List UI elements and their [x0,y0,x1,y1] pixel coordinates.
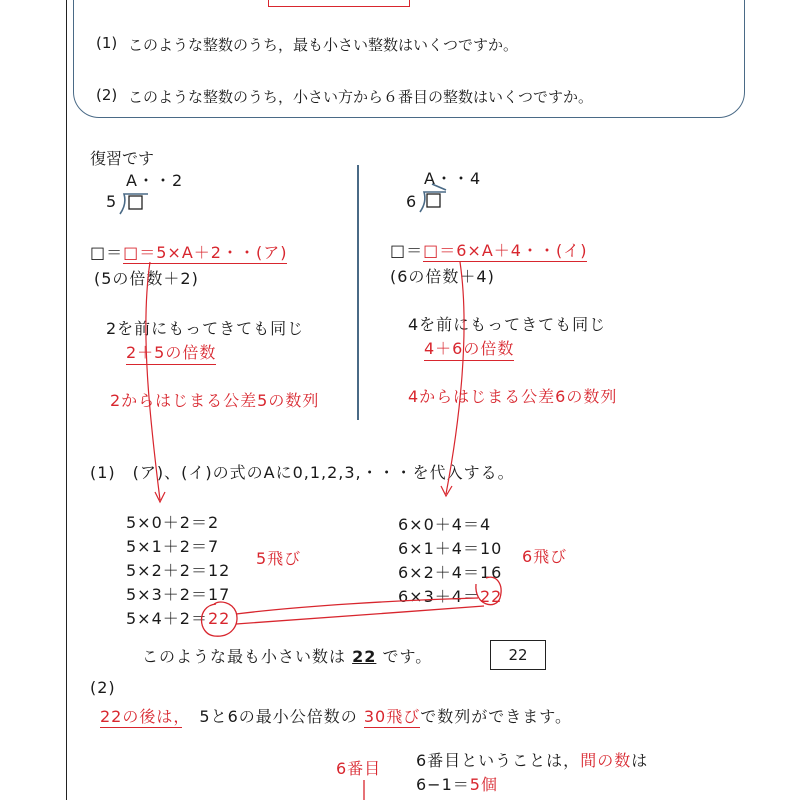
right-equation: 6×2＋4＝16 [398,563,503,582]
left-divisor: 5 [106,192,118,211]
right-quotient: A・・4 [424,169,482,188]
connector-top [236,598,478,614]
right-jump-label: 6飛び [522,547,568,566]
explain-line: 6番目ということは，間の数は [416,751,649,770]
left-equation: 5×0＋2＝2 [126,513,220,532]
answer-box: 22 [490,640,546,670]
left-formula: □＝□＝5×A＋2・・(ア) [90,243,288,262]
right-multiple: 4＋6の倍数 [424,336,514,361]
left-box-symbol [129,196,142,209]
right-divisor: 6 [406,192,418,211]
left-equation: 5×3＋2＝17 [126,585,231,604]
left-multiple: 2＋5の倍数 [126,340,216,365]
part1-instruction: (1) (ア)、(イ)の式のAに0,1,2,3,・・・を代入する。 [90,463,515,482]
left-equation: 5×2＋2＝12 [126,561,231,580]
left-division-bracket [120,194,148,214]
left-paren-note: (5の倍数＋2) [94,269,199,288]
left-equation: 5×1＋2＝7 [126,537,220,556]
left-red-arrow [146,262,160,500]
right-formula: □＝□＝6×A＋4・・(イ) [390,241,588,260]
right-answer-circle [476,577,501,605]
calc-line: 6−1＝5個 [416,775,498,794]
right-box-symbol [427,194,440,207]
right-equation: 6×0＋4＝4 [398,515,492,534]
right-equation: 6×3＋4＝22 [398,587,503,606]
left-equation: 5×4＋2＝22 [126,609,231,628]
right-division-bracket [420,192,446,212]
part2-sentence: 22の後は， 5と6の最小公倍数の 30飛びで数列ができます。 [100,707,572,726]
review-heading: 復習です [90,149,155,168]
right-paren-note: (6の倍数＋4) [390,267,495,286]
right-division-tick [432,184,446,190]
right-sequence: 4からはじまる公差6の数列 [408,387,618,406]
question-2-number: (2) [96,86,118,104]
left-move-note: 2を前にもってきても同じ [106,319,305,338]
left-quotient: A・・2 [126,171,184,190]
question-1-text: このような整数のうち，最も小さい整数はいくつですか。 [128,36,519,54]
left-sequence: 2からはじまる公差5の数列 [110,391,320,410]
right-move-note: 4を前にもってきても同じ [408,315,607,334]
connector-bottom [236,606,484,624]
right-red-arrow [446,262,464,494]
part2-label: (2) [90,678,116,697]
right-equation: 6×1＋4＝10 [398,539,503,558]
left-jump-label: 5飛び [256,549,302,568]
conclusion-text: このような最も小さい数は 22 です。 [142,647,433,666]
left-answer-circle [202,602,238,636]
sixth-label: 6番目 [336,759,382,778]
question-2-text: このような整数のうち，小さい方から６番目の整数はいくつですか。 [128,88,594,106]
question-1-number: (1) [96,34,118,52]
